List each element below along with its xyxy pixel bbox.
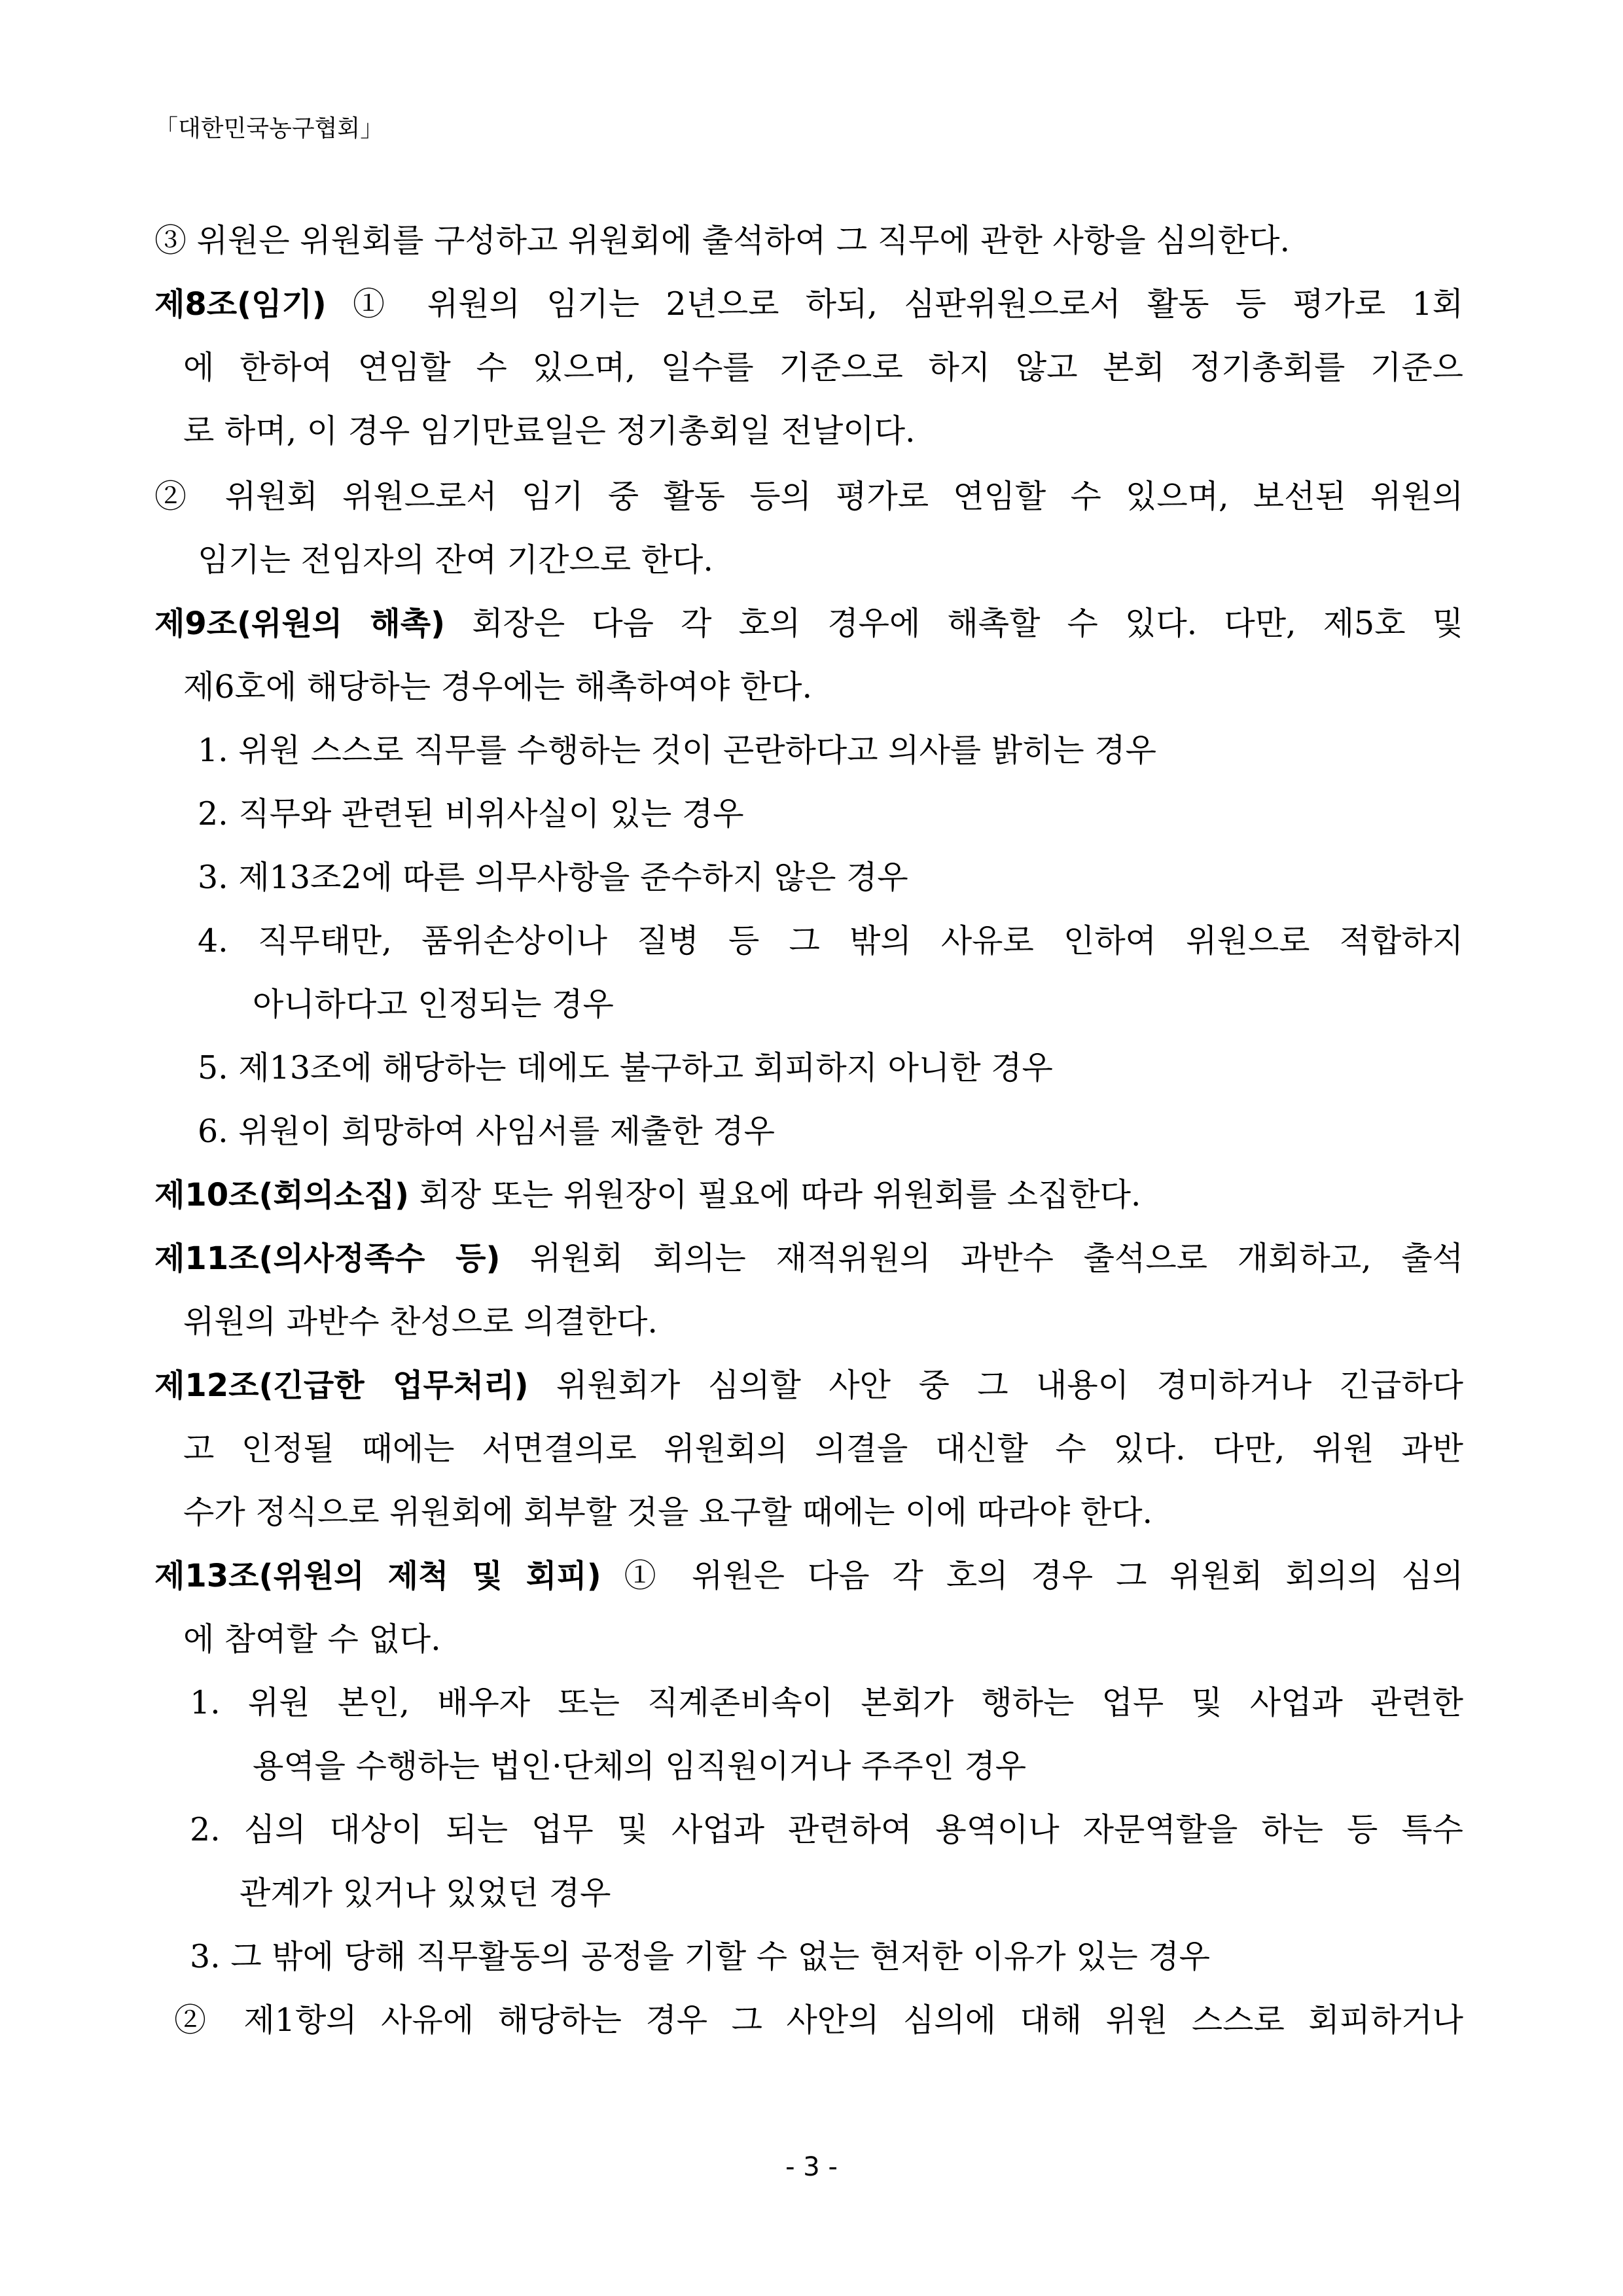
article-title: 제12조(긴급한 업무처리) [154,1367,529,1404]
article-8-heading-line: 제8조(임기) ① 위원의 임기는 2년으로 하되, 심판위원으로서 활동 등 평가로 1회 [154,285,1463,323]
list-item: 3. 그 밖에 당해 직무활동의 공정을 기할 수 없는 현저한 이유가 있는 경우 [190,1938,1211,1975]
text-line: ② 제1항의 사유에 해당하는 경우 그 사안의 심의에 대해 위원 스스로 회피하거나 [174,2001,1463,2039]
list-item: 1. 위원 스스로 직무를 수행하는 것이 곤란하다고 의사를 밝히는 경우 [198,732,1156,769]
article-11-heading-line: 제11조(의사정족수 등) 위원회 회의는 재적위원의 과반수 출석으로 개회하고, 출석 [154,1240,1464,1277]
text-line: 에 참여할 수 없다. [183,1621,441,1658]
text-line: 제6호에 해당하는 경우에는 해촉하여야 한다. [183,668,813,706]
article-13-heading-line: 제13조(위원의 제척 및 회피) ① 위원은 다음 각 호의 경우 그 위원회 회의의 심의 [154,1557,1463,1594]
text-line: 수가 정식으로 위원회에 회부할 것을 요구할 때에는 이에 따라야 한다. [183,1494,1153,1531]
article-12-heading-line: 제12조(긴급한 업무처리) 위원회가 심의할 사안 중 그 내용이 경미하거나 긴급하다 [154,1367,1463,1404]
list-item: 5. 제13조에 해당하는 데에도 불구하고 회피하지 아니한 경우 [198,1049,1053,1086]
list-item: 6. 위원이 희망하여 사임서를 제출한 경우 [198,1113,775,1150]
article-title: 제8조(임기) [154,286,327,323]
document-header: 「대한민국농구협회」 [154,115,384,142]
text-line: ② 위원회 위원으로서 임기 중 활동 등의 평가로 연임할 수 있으며, 보선된 위원의 [154,478,1463,515]
text-line: 고 인정될 때에는 서면결의로 위원회의 의결을 대신할 수 있다. 다만, 위원 과반 [183,1430,1463,1467]
article-title: 제9조(위원의 해촉) [154,605,446,642]
text-line: 위원의 과반수 찬성으로 의결한다. [183,1303,658,1340]
text-line: 로 하며, 이 경우 임기만료일은 정기총회일 전날이다. [183,412,916,450]
text-line: ③ 위원은 위원회를 구성하고 위원회에 출석하여 그 직무에 관한 사항을 심의한다. [154,222,1291,259]
article-10-heading-line: 제10조(회의소집) 회장 또는 위원장이 필요에 따라 위원회를 소집한다. [154,1176,1141,1213]
article-9-heading-line: 제9조(위원의 해촉) 회장은 다음 각 호의 경우에 해촉할 수 있다. 다만, 제5호 및 [154,605,1464,642]
list-item: 4. 직무태만, 품위손상이나 질병 등 그 밖의 사유로 인하여 위원으로 적합하지 [198,922,1463,960]
list-item: 2. 직무와 관련된 비위사실이 있는 경우 [198,795,744,833]
article-title: 제13조(위원의 제척 및 회피) [154,1558,601,1594]
text-line: 에 한하여 연임할 수 있으며, 일수를 기준으로 하지 않고 본회 정기총회를 기준으 [183,349,1463,386]
page-number: - 3 - [785,2152,838,2182]
article-title: 제10조(회의소집) [154,1177,409,1213]
text-line: 임기는 전임자의 잔여 기간으로 한다. [198,541,713,579]
list-item-continuation: 관계가 있거나 있었던 경우 [240,1874,611,1912]
list-item-continuation: 용역을 수행하는 법인·단체의 임직원이거나 주주인 경우 [253,1748,1027,1785]
list-item: 1. 위원 본인, 배우자 또는 직계존비속이 본회가 행하는 업무 및 사업과 관련한 [190,1684,1463,1721]
article-title: 제11조(의사정족수 등) [154,1240,501,1277]
list-item: 2. 심의 대상이 되는 업무 및 사업과 관련하여 용역이나 자문역할을 하는 등 특수 [190,1811,1463,1848]
list-item: 3. 제13조2에 따른 의무사항을 준수하지 않은 경우 [198,859,908,896]
list-item-continuation: 아니하다고 인정되는 경우 [253,986,614,1023]
